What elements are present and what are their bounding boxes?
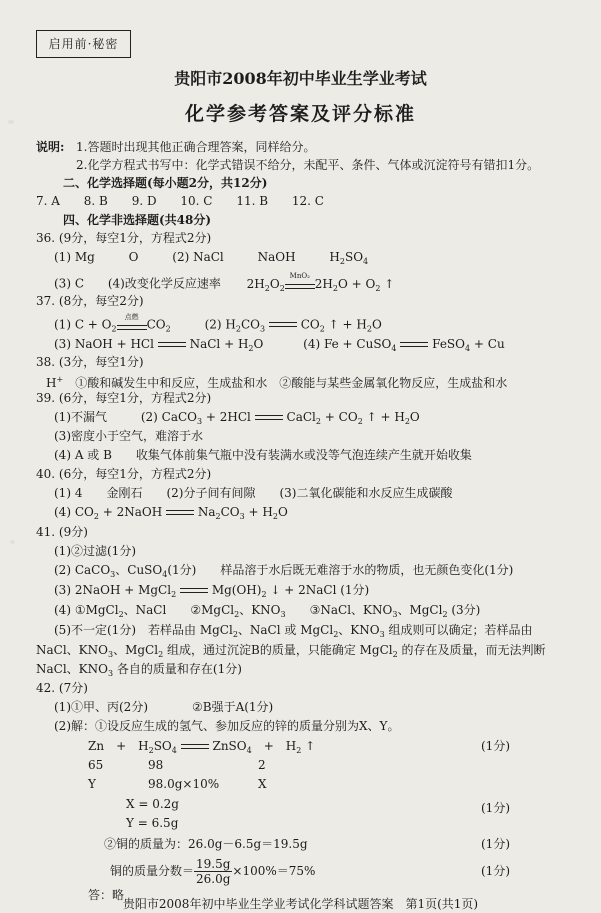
q36-ans: (4)改变化学反应速率 <box>107 276 221 291</box>
q41-heading: 41. (9分) <box>36 525 88 539</box>
q42-row-1 <box>54 699 273 715</box>
page-footer: 贵阳市2008年初中毕业生学业考试化学科试题答案 第1页(共1页) <box>122 897 479 911</box>
mass-value: Y <box>88 777 96 791</box>
reaction-condition: 点燃 <box>124 313 139 321</box>
q38-text: ①酸和碱发生中和反应，生成盐和水 ②酸能与某些金属氧化物反应，生成盐和水 <box>75 376 508 390</box>
q40-heading: 40. (6分，每空1分，方程式2分) <box>36 467 212 481</box>
numerator: 19.5g <box>196 857 231 871</box>
q41-row-5: (5)不一定(1分) 若样品由 MgCl$_2$、NaCl 或 MgCl$_2$、$KNO_3$ 组成则可以确定；若样品由 <box>54 623 533 639</box>
q38-heading: 38. (3分，每空1分) <box>36 355 144 369</box>
q41-row-6: NaCl、$KNO_3$、MgCl$_2$ 组成，通过沉淀B的质量，只能确定 MgCl$_2$ 的存在及质量，而无法判断 <box>36 643 546 659</box>
formula-h2so4: $H_2SO_4$ <box>329 250 369 266</box>
exam-title: 贵阳市2008年初中毕业生学业考试 <box>174 69 427 88</box>
q42-cu-mass: ②铜的质量为：26.0g－6.5g＝19.5g <box>104 837 308 851</box>
q36-ans: (3) C <box>54 276 84 291</box>
q41-ans: (1分) 样品溶于水后既无难溶于水的物质，也无颜色变化(1分) <box>167 563 514 577</box>
q41-ans: (5)不一定(1分) <box>54 623 136 637</box>
score-mark: (1分) <box>481 801 510 815</box>
mc-answers <box>36 193 324 209</box>
q41-ans: 组成，通过沉淀B的质量，只能确定 <box>167 643 356 657</box>
fraction <box>194 857 232 886</box>
q42-ans: ②B强于A(1分) <box>192 700 274 714</box>
score-mark: (1分) <box>481 739 510 753</box>
equation-h2o2: $2H_2O_2$ MnO₂ $2H_2O + O_2$ ↑ <box>246 272 395 293</box>
q36-ans: (1) Mg <box>54 250 95 264</box>
mc-answer: 11. B <box>236 194 269 208</box>
q37-row-1: (1) $C + O_2$ 点燃 $CO_2$ (2) $H_2CO_3$ $CO_2$ ↑ + $H_2O$ <box>54 313 382 334</box>
q39-ans: (1)不漏气 <box>54 410 107 424</box>
q40-row-1: (1) 4 金刚石 (2)分子间有间隙 (3)二氧化碳能和水反应生成碳酸 <box>54 486 453 500</box>
q36-ans: NaOH <box>257 250 296 264</box>
q42-mass-row-2 <box>88 776 267 792</box>
score-mark: (1分) <box>481 864 510 878</box>
reaction-condition: MnO₂ <box>289 272 310 280</box>
q42-mass-row-1 <box>88 757 266 773</box>
q41-ans: 各自的质量和存在(1分) <box>116 662 242 676</box>
q39-row-1 <box>54 409 420 430</box>
q36-heading: 36. (9分，每空1分，方程式2分) <box>36 231 212 245</box>
fraction-result: ×100%＝75% <box>232 864 316 878</box>
q42-ans: (1)①甲、丙(2分) <box>54 700 148 714</box>
q40-row-2: (4) $CO_2$ + 2NaOH $Na_2CO_3 + H_2O$ <box>54 505 288 521</box>
mass-value: 2 <box>258 758 266 772</box>
equation-caco3: (2) CaCO$_3$ + 2HCl CaCl$_2$ + $CO_2$ ↑ + $H_2O$ <box>140 410 420 426</box>
confidential-stamp: 启用前·秘密 <box>36 30 131 58</box>
q42-row-2: (2)解：①设反应生成的氢气、参加反应的锌的质量分别为X、Y。 <box>54 719 400 733</box>
q42-heading: 42. (7分) <box>36 681 88 695</box>
mass-value: 98.0g×10% <box>148 777 220 791</box>
q42-equation: Zn + $H_2SO_4$ ZnSO$_4$ + $H_2$ ↑ <box>88 739 316 755</box>
note-1: 1.答题时出现其他正确合理答案，同样给分。 <box>76 140 316 154</box>
mc-answer: 10. C <box>180 194 213 208</box>
q41-row-3: (3) 2NaOH + MgCl$_2$ $Mg(OH)_2$ ↓ + 2NaCl (1分) <box>54 583 370 599</box>
q42-cu-fraction <box>110 856 315 886</box>
q41-row-7: NaCl、$KNO_3$ 各自的质量和存在(1分) <box>36 662 242 678</box>
q36-ans: O <box>128 250 139 264</box>
score-mark: (1分) <box>481 837 510 851</box>
smudge <box>10 540 15 544</box>
q36-ans: (2) NaCl <box>172 250 224 264</box>
doc-subtitle: 化学参考答案及评分标准 <box>184 103 416 125</box>
q39-row-3: (3)密度小于空气，难溶于水 <box>54 429 203 443</box>
q37-row-2: (3) NaOH + HCl NaCl + $H_2O$ (4) Fe + CuSO$_4$ FeSO$_4$ + Cu <box>54 337 505 353</box>
mc-answer: 7. A <box>36 194 60 208</box>
q36-row-1 <box>54 249 368 270</box>
note-2: 2.化学方程式书写中：化学式错误不给分，未配平、条件、气体或沉淀符号有错扣1分。 <box>76 158 540 172</box>
mc-answer: 8. B <box>83 194 108 208</box>
mc-answer: 9. D <box>131 194 157 208</box>
section-4-heading: 四、化学非选择题(共48分) <box>63 213 212 227</box>
q41-row-2: (2) CaCO$_3$、CuSO$_4$(1分) 样品溶于水后既无难溶于水的物质，也无颜色变化(1分) <box>54 563 514 579</box>
fraction-label: 铜的质量分数＝ <box>110 864 195 878</box>
q42-y-result: Y = 6.5g <box>126 816 179 830</box>
notes-label: 说明: <box>36 140 65 154</box>
q42-final-answer: 答：略 <box>88 888 125 902</box>
section-2-heading: 二、化学选择题(每小题2分，共12分) <box>63 176 268 190</box>
q39-row-4: (4) A 或 B 收集气体前集气瓶中没有装满水或没等气泡连续产生就开始收集 <box>54 448 472 462</box>
denominator: 26.0g <box>196 872 231 886</box>
mass-value: X <box>258 777 267 791</box>
q38-answer: H+ ①酸和碱发生中和反应，生成盐和水 ②酸能与某些金属氧化物反应，生成盐和水 <box>46 375 508 390</box>
mass-value: 65 <box>88 758 104 772</box>
q41-row-4: (4) ①MgCl$_2$、NaCl ②MgCl$_2$、$KNO_3$ ③NaCl、$KNO_3$、MgCl$_2$ (3分) <box>54 603 481 619</box>
q37-heading: 37. (8分，每空2分) <box>36 294 144 308</box>
q39-heading: 39. (6分，每空1分，方程式2分) <box>36 391 212 405</box>
mass-value: 98 <box>148 758 164 772</box>
mc-answer: 12. C <box>291 194 324 208</box>
q41-row-1: (1)②过滤(1分) <box>54 544 136 558</box>
q42-x-result: X = 0.2g <box>126 797 179 811</box>
